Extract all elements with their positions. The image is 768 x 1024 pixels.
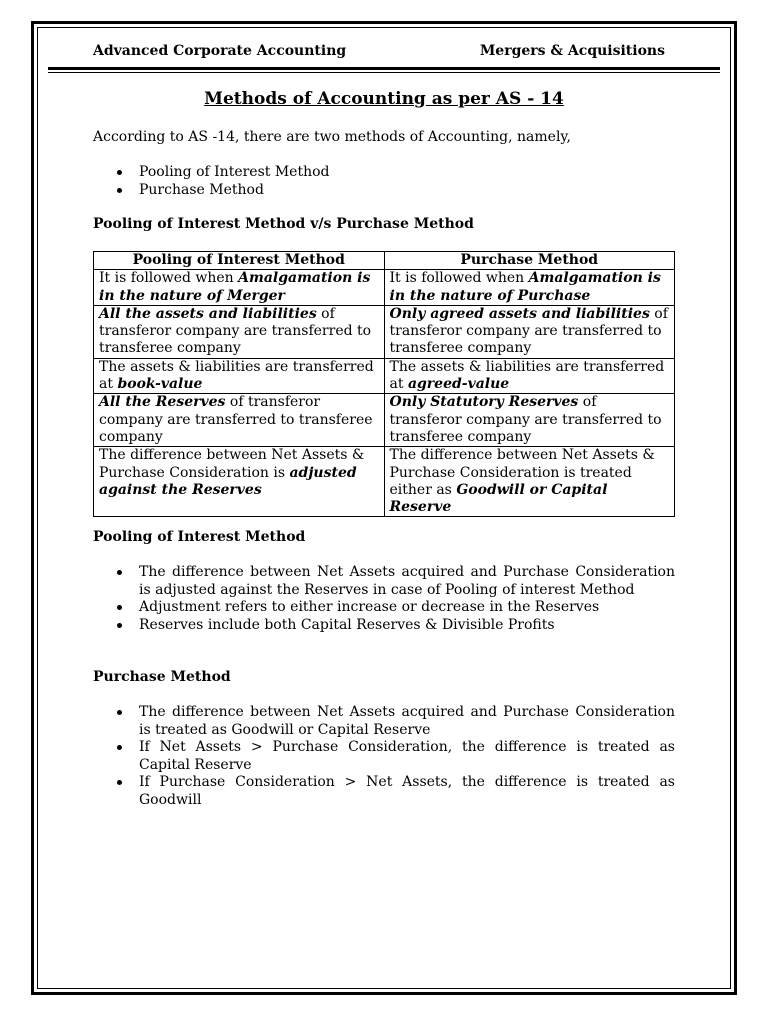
- pooling-points-list: [93, 564, 675, 634]
- table-row: [94, 270, 675, 306]
- methods-list: [93, 164, 675, 199]
- table-cell-pooling: The assets & liabilities are transferred at book-value: [94, 358, 385, 394]
- list-item: If Net Assets > Purchase Consideration, the difference is treated as Capital Reserve: [93, 739, 675, 774]
- header-left: Advanced Corporate Accounting: [93, 43, 347, 59]
- list-item: The difference between Net Assets acquired and Purchase Consideration is adjusted against the Reserves in case of Pooling of interest Method: [93, 564, 675, 599]
- list-item: Pooling of Interest Method: [93, 164, 675, 182]
- table-cell-purchase: The difference between Net Assets & Purchase Consideration is treated either as Goodwill or Capital Reserve: [384, 447, 675, 517]
- table-cell-pooling: All the assets and liabilities of transferor company are transferred to transferee company: [94, 305, 385, 358]
- table-row: [94, 447, 675, 517]
- table-row: [94, 394, 675, 447]
- table-cell-pooling: All the Reserves of transferor company are transferred to transferee company: [94, 394, 385, 447]
- list-item: Reserves include both Capital Reserves & Divisible Profits: [93, 617, 675, 635]
- purchase-section-heading: Purchase Method: [93, 669, 231, 685]
- table-cell-purchase: It is followed when Amalgamation is in the nature of Purchase: [384, 270, 675, 306]
- table-cell-purchase: The assets & liabilities are transferred at agreed-value: [384, 358, 675, 394]
- header-rule-thin: [48, 72, 720, 73]
- table-cell-pooling: The difference between Net Assets & Purchase Consideration is adjusted against the Reserves: [94, 447, 385, 517]
- list-item: Adjustment refers to either increase or decrease in the Reserves: [93, 599, 675, 617]
- comparison-heading: Pooling of Interest Method v/s Purchase Method: [93, 216, 474, 232]
- page-title: Methods of Accounting as per AS - 14: [204, 89, 564, 109]
- pooling-section-heading: Pooling of Interest Method: [93, 529, 306, 545]
- table-header-purchase: Purchase Method: [384, 252, 675, 270]
- list-item: If Purchase Consideration > Net Assets, the difference is treated as Goodwill: [93, 774, 675, 809]
- table-row: [94, 358, 675, 394]
- list-item: The difference between Net Assets acquired and Purchase Consideration is treated as Goodwill or Capital Reserve: [93, 704, 675, 739]
- table-cell-purchase: Only Statutory Reserves of transferor company are transferred to transferee company: [384, 394, 675, 447]
- intro-text: According to AS -14, there are two methods of Accounting, namely,: [93, 129, 571, 145]
- table-cell-purchase: Only agreed assets and liabilities of transferor company are transferred to transferee company: [384, 305, 675, 358]
- purchase-points-list: [93, 704, 675, 809]
- table-header-pooling: Pooling of Interest Method: [94, 252, 385, 270]
- list-item: Purchase Method: [93, 182, 675, 200]
- comparison-table: [93, 251, 675, 517]
- table-cell-pooling: It is followed when Amalgamation is in the nature of Merger: [94, 270, 385, 306]
- header-right: Mergers & Acquisitions: [479, 43, 665, 59]
- table-row: [94, 305, 675, 358]
- header-rule: [48, 67, 720, 70]
